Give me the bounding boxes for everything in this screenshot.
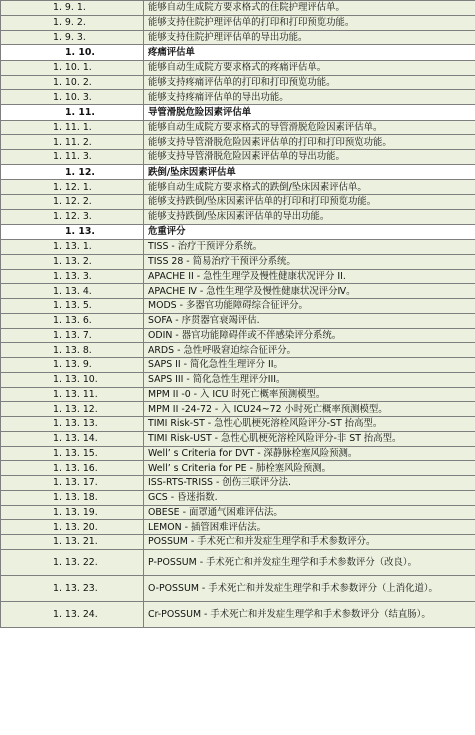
row-description-cell — [144, 505, 475, 520]
row-description-cell — [144, 387, 475, 402]
row-description: TISS - 治疗干预评分系统。 — [148, 241, 263, 253]
row-description-cell — [144, 105, 475, 121]
row-number-cell — [1, 549, 144, 575]
row-number-cell — [1, 313, 144, 328]
row-number: 1. 13. 15. — [53, 447, 98, 459]
row-number-cell — [1, 520, 144, 535]
section-header-row — [1, 105, 475, 121]
row-number: 1. 10. 1. — [53, 62, 92, 74]
row-description: 能够支持疼痛评估单的导出功能。 — [148, 91, 289, 103]
row-description-cell — [144, 90, 475, 105]
row-number-cell — [1, 575, 144, 601]
table-row — [1, 240, 475, 255]
row-description: MPM II -0 - 入 ICU 时死亡概率预测模型。 — [148, 388, 326, 400]
row-description: P-POSSUM - 手术死亡和并发症生理学和手术参数评分（改良）。 — [148, 556, 417, 568]
row-number-cell — [1, 240, 144, 255]
row-number: 1. 13. 10. — [53, 374, 98, 386]
row-description: MPM II -24-72 - 入 ICU24~72 小时死亡概率预测模型。 — [148, 403, 388, 415]
row-number: 1. 13. 3. — [53, 270, 92, 282]
row-number-cell — [1, 45, 144, 61]
table-row — [1, 431, 475, 446]
section-header-row — [1, 164, 475, 180]
row-description: OBESE - 面罩通气困难评估法。 — [148, 506, 283, 518]
row-description: 能够自动生成院方要求格式的住院护理评估单。 — [148, 2, 345, 14]
table-row — [1, 372, 475, 387]
row-number-cell — [1, 446, 144, 461]
row-number-cell — [1, 299, 144, 314]
row-description: SOFA - 序贯器官衰竭评估. — [148, 315, 260, 327]
row-description: TISS 28 - 简易治疗干预评分系统。 — [148, 256, 296, 268]
row-number: 1. 13. 16. — [53, 462, 98, 474]
row-description-cell — [144, 372, 475, 387]
row-description-cell — [144, 254, 475, 269]
row-number-cell — [1, 461, 144, 476]
table-row — [1, 417, 475, 432]
row-description: ODIN - 器官功能障碍伴或不伴感染评分系统。 — [148, 329, 342, 341]
row-number-cell — [1, 164, 144, 180]
table-row — [1, 195, 475, 210]
row-number-cell — [1, 209, 144, 224]
row-description-cell — [144, 209, 475, 224]
table-row — [1, 180, 475, 195]
row-description: 能够自动生成院方要求格式的疼痛评估单。 — [148, 62, 327, 74]
table-row — [1, 490, 475, 505]
table-row — [1, 343, 475, 358]
table-row — [1, 30, 475, 45]
row-description: SAPS III - 简化急性生理评分III。 — [148, 374, 286, 386]
table-row — [1, 387, 475, 402]
table-row — [1, 358, 475, 373]
row-number-cell — [1, 417, 144, 432]
row-description-cell — [144, 195, 475, 210]
table-row — [1, 535, 475, 550]
row-description-cell — [144, 180, 475, 195]
table-row — [1, 150, 475, 165]
row-description-cell — [144, 431, 475, 446]
row-description: Well’ s Criteria for PE - 肺栓塞风险预测。 — [148, 462, 331, 474]
table-row — [1, 476, 475, 491]
table-row — [1, 505, 475, 520]
row-description-cell — [144, 328, 475, 343]
row-number-cell — [1, 90, 144, 105]
row-number: 1. 13. 13. — [53, 418, 98, 430]
row-number: 1. 13. 5. — [53, 300, 92, 312]
row-description: 能够自动生成院方要求格式的导管滑脱危险因素评估单。 — [148, 121, 383, 133]
row-number-cell — [1, 490, 144, 505]
row-number: 1. 13. 8. — [53, 344, 92, 356]
row-description-cell — [144, 164, 475, 180]
table-row — [1, 120, 475, 135]
row-description: GCS - 昏迷指数. — [148, 492, 218, 504]
row-number: 1. 11. 3. — [53, 151, 92, 163]
table-row — [1, 313, 475, 328]
row-number: 1. 13. 22. — [53, 556, 98, 568]
row-description-cell — [144, 446, 475, 461]
row-number-cell — [1, 535, 144, 550]
table-row — [1, 575, 475, 601]
row-description: LEMON - 插管困难评估法。 — [148, 521, 266, 533]
table-row — [1, 520, 475, 535]
row-description: 能够支持跌倒/坠床因素评估单的导出功能。 — [148, 211, 330, 223]
row-description-cell — [144, 343, 475, 358]
row-number-cell — [1, 180, 144, 195]
row-number: 1. 9. 1. — [53, 2, 86, 14]
row-description: 能够支持住院护理评估单的导出功能。 — [148, 31, 308, 43]
row-number-cell — [1, 254, 144, 269]
row-description-cell — [144, 135, 475, 150]
row-number-cell — [1, 105, 144, 121]
table-row — [1, 446, 475, 461]
row-number: 1. 13. 6. — [53, 315, 92, 327]
row-number: 1. 10. 3. — [53, 91, 92, 103]
row-number: 1. 12. 1. — [53, 181, 92, 193]
row-description-cell — [144, 120, 475, 135]
row-number: 1. 13. 4. — [53, 285, 92, 297]
row-number: 1. 11. — [65, 106, 95, 118]
row-number: 1. 11. 2. — [53, 136, 92, 148]
row-description: 能够支持导管滑脱危险因素评估单的打印和打印预览功能。 — [148, 136, 392, 148]
row-number: 1. 9. 2. — [53, 17, 86, 29]
row-description: TIMI Risk-UST - 急性心肌梗死溶栓风险评分-非 ST 抬高型。 — [148, 433, 402, 445]
table-row — [1, 549, 475, 575]
row-description-cell — [144, 535, 475, 550]
row-description: 能够自动生成院方要求格式的跌倒/坠床因素评估单。 — [148, 181, 367, 193]
row-description-cell — [144, 15, 475, 30]
row-number-cell — [1, 431, 144, 446]
row-description-cell — [144, 299, 475, 314]
row-description-cell — [144, 601, 475, 627]
row-number-cell — [1, 372, 144, 387]
row-description-cell — [144, 1, 475, 16]
row-description-cell — [144, 313, 475, 328]
row-description: 能够支持跌倒/坠床因素评估单的打印和打印预览功能。 — [148, 196, 377, 208]
row-number: 1. 13. 7. — [53, 329, 92, 341]
table-row — [1, 1, 475, 16]
row-description-cell — [144, 75, 475, 90]
row-number: 1. 13. — [65, 226, 95, 238]
table-row — [1, 284, 475, 299]
row-number: 1. 13. 21. — [53, 536, 98, 548]
row-number-cell — [1, 195, 144, 210]
table-body — [1, 1, 475, 628]
table-row — [1, 15, 475, 30]
row-description-cell — [144, 549, 475, 575]
row-description-cell — [144, 490, 475, 505]
row-description-cell — [144, 417, 475, 432]
row-number-cell — [1, 358, 144, 373]
row-description: TIMI Risk-ST - 急性心肌梗死溶栓风险评分-ST 抬高型。 — [148, 418, 383, 430]
row-description: 能够支持住院护理评估单的打印和打印预览功能。 — [148, 17, 355, 29]
row-description: Cr-POSSUM - 手术死亡和并发症生理学和手术参数评分（结直肠）。 — [148, 608, 431, 620]
row-number-cell — [1, 135, 144, 150]
row-description: POSSUM - 手术死亡和并发症生理学和手术参数评分。 — [148, 536, 376, 548]
row-number-cell — [1, 60, 144, 75]
row-number-cell — [1, 505, 144, 520]
row-description-cell — [144, 358, 475, 373]
row-number: 1. 13. 19. — [53, 506, 98, 518]
row-number-cell — [1, 269, 144, 284]
row-number-cell — [1, 75, 144, 90]
row-number: 1. 13. 12. — [53, 403, 98, 415]
row-description: APACHE Ⅳ - 急性生理学及慢性健康状况评分Ⅳ。 — [148, 285, 356, 297]
row-number: 1. 13. 24. — [53, 608, 98, 620]
row-description-cell — [144, 520, 475, 535]
table-row — [1, 60, 475, 75]
row-number: 1. 12. 3. — [53, 211, 92, 223]
row-number-cell — [1, 601, 144, 627]
row-number-cell — [1, 15, 144, 30]
row-number-cell — [1, 343, 144, 358]
row-description: O-POSSUM - 手术死亡和并发症生理学和手术参数评分（上消化道）。 — [148, 582, 438, 594]
row-number-cell — [1, 120, 144, 135]
row-description: ARDS - 急性呼吸窘迫综合征评分。 — [148, 344, 296, 356]
row-number: 1. 13. 1. — [53, 241, 92, 253]
table-row — [1, 269, 475, 284]
row-description: ISS-RTS-TRISS - 创伤三联评分法. — [148, 477, 291, 489]
row-description: 跌倒/坠床因素评估单 — [148, 166, 236, 178]
row-description-cell — [144, 150, 475, 165]
table-row — [1, 402, 475, 417]
row-description: 能够支持导管滑脱危险因素评估单的导出功能。 — [148, 151, 345, 163]
row-description-cell — [144, 269, 475, 284]
row-description-cell — [144, 30, 475, 45]
row-description: Well’ s Criteria for DVT - 深静脉栓塞风险预测。 — [148, 447, 358, 459]
row-number: 1. 13. 2. — [53, 256, 92, 268]
row-description: 疼痛评估单 — [148, 47, 195, 58]
table-row — [1, 601, 475, 627]
row-description: 导管滑脱危险因素评估单 — [148, 106, 252, 118]
table-row — [1, 254, 475, 269]
row-description: SAPS II - 简化急性生理评分 II。 — [148, 359, 283, 371]
table-row — [1, 135, 475, 150]
row-number: 1. 13. 20. — [53, 521, 98, 533]
row-number-cell — [1, 328, 144, 343]
row-description-cell — [144, 60, 475, 75]
row-number: 1. 13. 18. — [53, 492, 98, 504]
row-number: 1. 13. 14. — [53, 433, 98, 445]
row-number-cell — [1, 30, 144, 45]
row-number: 1. 13. 11. — [53, 388, 98, 400]
row-description-cell — [144, 575, 475, 601]
section-header-row — [1, 45, 475, 61]
row-number: 1. 12. 2. — [53, 196, 92, 208]
row-description: 危重评分 — [148, 226, 186, 238]
row-number-cell — [1, 150, 144, 165]
row-description-cell — [144, 284, 475, 299]
row-number: 1. 13. 17. — [53, 477, 98, 489]
row-number-cell — [1, 402, 144, 417]
row-description-cell — [144, 224, 475, 240]
row-number-cell — [1, 284, 144, 299]
row-number: 1. 13. 23. — [53, 582, 98, 594]
row-number: 1. 10. — [65, 47, 95, 58]
table-row — [1, 90, 475, 105]
row-description-cell — [144, 476, 475, 491]
table-row — [1, 75, 475, 90]
row-number-cell — [1, 476, 144, 491]
row-description-cell — [144, 240, 475, 255]
row-number: 1. 9. 3. — [53, 31, 86, 43]
row-number: 1. 13. 9. — [53, 359, 92, 371]
table-row — [1, 461, 475, 476]
row-number-cell — [1, 1, 144, 16]
row-description-cell — [144, 461, 475, 476]
table-row — [1, 209, 475, 224]
row-description-cell — [144, 45, 475, 61]
row-number: 1. 12. — [65, 166, 95, 178]
row-description: APACHE II - 急性生理学及慢性健康状况评分 II. — [148, 270, 346, 282]
row-description-cell — [144, 402, 475, 417]
row-number: 1. 11. 1. — [53, 121, 92, 133]
section-header-row — [1, 224, 475, 240]
row-description: 能够支持疼痛评估单的打印和打印预览功能。 — [148, 76, 336, 88]
row-description: MODS - 多器官功能障碍综合征评分。 — [148, 300, 308, 312]
row-number-cell — [1, 387, 144, 402]
row-number-cell — [1, 224, 144, 240]
row-number: 1. 10. 2. — [53, 76, 92, 88]
table-row — [1, 299, 475, 314]
table-row — [1, 328, 475, 343]
